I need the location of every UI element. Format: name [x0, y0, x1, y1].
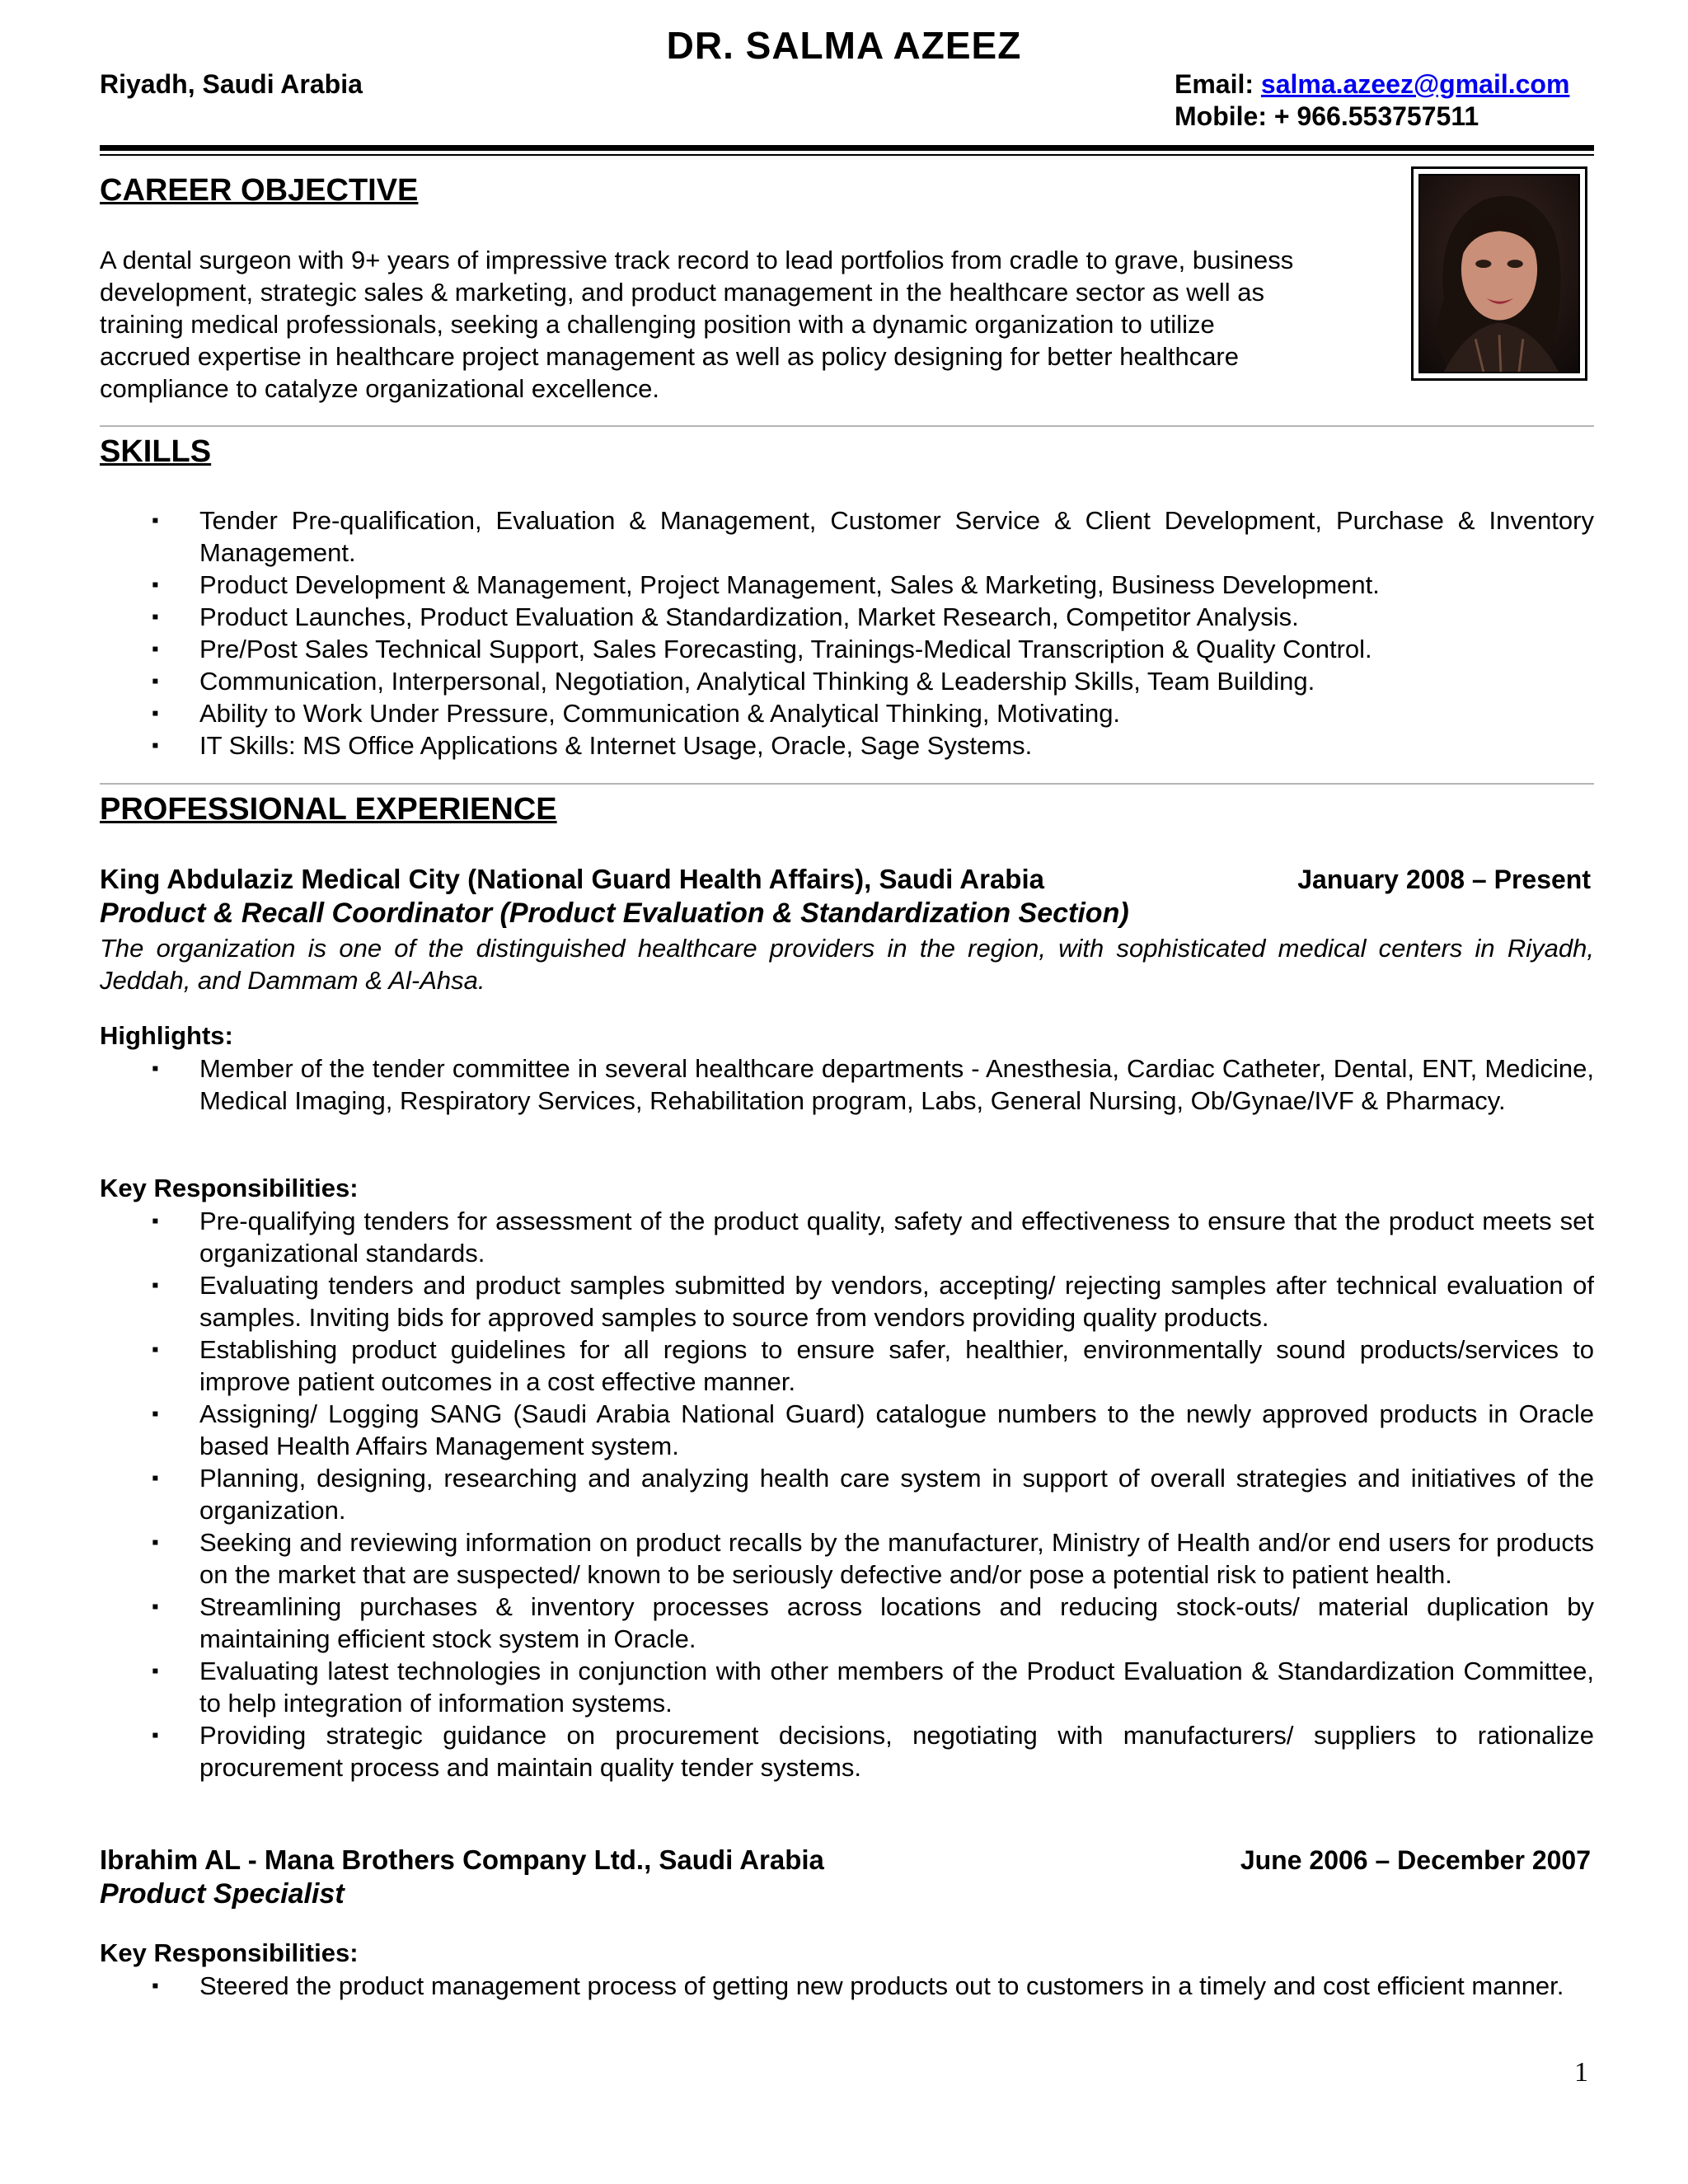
experience-heading: PROFESSIONAL EXPERIENCE	[100, 792, 557, 827]
objective-line: accrued expertise in healthcare project management as well as policy designing for better healthcare	[100, 342, 1239, 371]
skill-item: ▪ Ability to Work Under Pressure, Communication & Analytical Thinking, Motivating.	[100, 697, 1594, 729]
objective-line: A dental surgeon with 9+ years of impressive track record to lead portfolios from cradle to grave, business	[100, 246, 1294, 274]
skills-list	[100, 504, 1594, 762]
email-link[interactable]: salma.azeez@gmail.com	[1260, 69, 1570, 99]
responsibility-item: ▪ Steered the product management process of getting new products out to customers in a timely and cost efficient manner.	[100, 1970, 1594, 2002]
responsibilities-list	[100, 1970, 1594, 2002]
divider	[100, 425, 1594, 427]
responsibility-item: ▪ Planning, designing, researching and analyzing health care system in support of overall strategies and initiatives of the organization.	[100, 1462, 1594, 1526]
objective-line: development, strategic sales & marketing, and product management in the healthcare sector as well as	[100, 278, 1264, 307]
job-role: Product & Recall Coordinator (Product Evaluation & Standardization Section)	[100, 898, 1129, 929]
skill-item: ▪ Tender Pre-qualification, Evaluation & Management, Customer Service & Client Development, Purchase & Inventory Management.	[100, 504, 1594, 569]
highlight-item: ▪ Member of the tender committee in several healthcare departments - Anesthesia, Cardiac Catheter, Dental, ENT, Medicine, Medical Imaging, Respiratory Services, Rehabilitation program, Labs, General Nursing, Ob/Gynae/IVF & Pharmacy.	[100, 1052, 1594, 1117]
job-description: The organization is one of the distinguished healthcare providers in the region, with sophisticated medical centers in Riyadh, Jeddah, and Dammam & Al-Ahsa.	[100, 934, 1594, 995]
responsibility-item: ▪ Streamlining purchases & inventory processes across locations and reducing stock-outs/ material duplication by maintaining efficient stock system in Oracle.	[100, 1591, 1594, 1655]
highlights-label: Highlights:	[100, 1021, 233, 1050]
skill-item: ▪ Product Development & Management, Project Management, Sales & Marketing, Business Development.	[100, 569, 1594, 601]
skill-item: ▪ Product Launches, Product Evaluation & Standardization, Market Research, Competitor Analysis.	[100, 601, 1594, 633]
header-rule-thick	[100, 145, 1594, 151]
responsibilities-label: Key Responsibilities:	[100, 1938, 359, 1967]
responsibilities-label: Key Responsibilities:	[100, 1174, 359, 1202]
candidate-name: DR. SALMA AZEEZ	[666, 24, 1022, 67]
responsibility-item: ▪ Evaluating latest technologies in conjunction with other members of the Product Evaluation & Standardization Committee, to help integration of information systems.	[100, 1655, 1594, 1719]
job-role: Product Specialist	[100, 1878, 345, 1910]
header-rule-thin	[100, 154, 1594, 156]
skill-item: ▪ Pre/Post Sales Technical Support, Sales Forecasting, Trainings-Medical Transcription & Quality Control.	[100, 633, 1594, 665]
location: Riyadh, Saudi Arabia	[100, 69, 363, 99]
responsibility-item: ▪ Assigning/ Logging SANG (Saudi Arabia National Guard) catalogue numbers to the newly approved products in Oracle based Health Affairs Management system.	[100, 1398, 1594, 1462]
mobile-number: Mobile: + 966.553757511	[1175, 101, 1479, 131]
job-organization: King Abdulaziz Medical City (National Guard Health Affairs), Saudi Arabia	[100, 864, 1044, 894]
skill-item: ▪ Communication, Interpersonal, Negotiation, Analytical Thinking & Leadership Skills, Team Building.	[100, 665, 1594, 697]
job-organization: Ibrahim AL - Mana Brothers Company Ltd., Saudi Arabia	[100, 1844, 824, 1875]
divider	[100, 783, 1594, 785]
skill-item: ▪ IT Skills: MS Office Applications & Internet Usage, Oracle, Sage Systems.	[100, 729, 1594, 762]
profile-photo-image	[1418, 174, 1580, 373]
highlights-list	[100, 1052, 1594, 1117]
responsibilities-list	[100, 1205, 1594, 1783]
career-objective-text	[100, 244, 1293, 405]
responsibility-item: ▪ Evaluating tenders and product samples submitted by vendors, accepting/ rejecting samples after technical evaluation of samples. Inviting bids for approved samples to source from vendors providing quality products.	[100, 1269, 1594, 1333]
job-dates: January 2008 – Present	[1297, 865, 1591, 894]
responsibility-item: ▪ Establishing product guidelines for all regions to ensure safer, healthier, environmentally sound products/services to improve patient outcomes in a cost effective manner.	[100, 1333, 1594, 1398]
skills-heading: SKILLS	[100, 434, 212, 469]
email-label: Email:	[1175, 69, 1254, 99]
email-line	[1175, 69, 1569, 100]
career-objective-heading: CAREER OBJECTIVE	[100, 173, 419, 208]
page-number: 1	[1574, 2057, 1588, 2088]
objective-line: training medical professionals, seeking a challenging position with a dynamic organization to utilize	[100, 310, 1215, 339]
responsibility-item: ▪ Seeking and reviewing information on product recalls by the manufacturer, Ministry of Health and/or end users for products on the market that are suspected/ known to be seriously defective and/or pose a potential risk to patient health.	[100, 1526, 1594, 1591]
responsibility-item: ▪ Providing strategic guidance on procurement decisions, negotiating with manufacturers/ suppliers to rationalize procurement process and maintain quality tender systems.	[100, 1719, 1594, 1783]
objective-line: compliance to catalyze organizational excellence.	[100, 374, 659, 403]
responsibility-item: ▪ Pre-qualifying tenders for assessment of the product quality, safety and effectiveness to ensure that the product meets set organizational standards.	[100, 1205, 1594, 1269]
profile-photo	[1411, 166, 1587, 381]
job-dates: June 2006 – December 2007	[1240, 1845, 1591, 1875]
